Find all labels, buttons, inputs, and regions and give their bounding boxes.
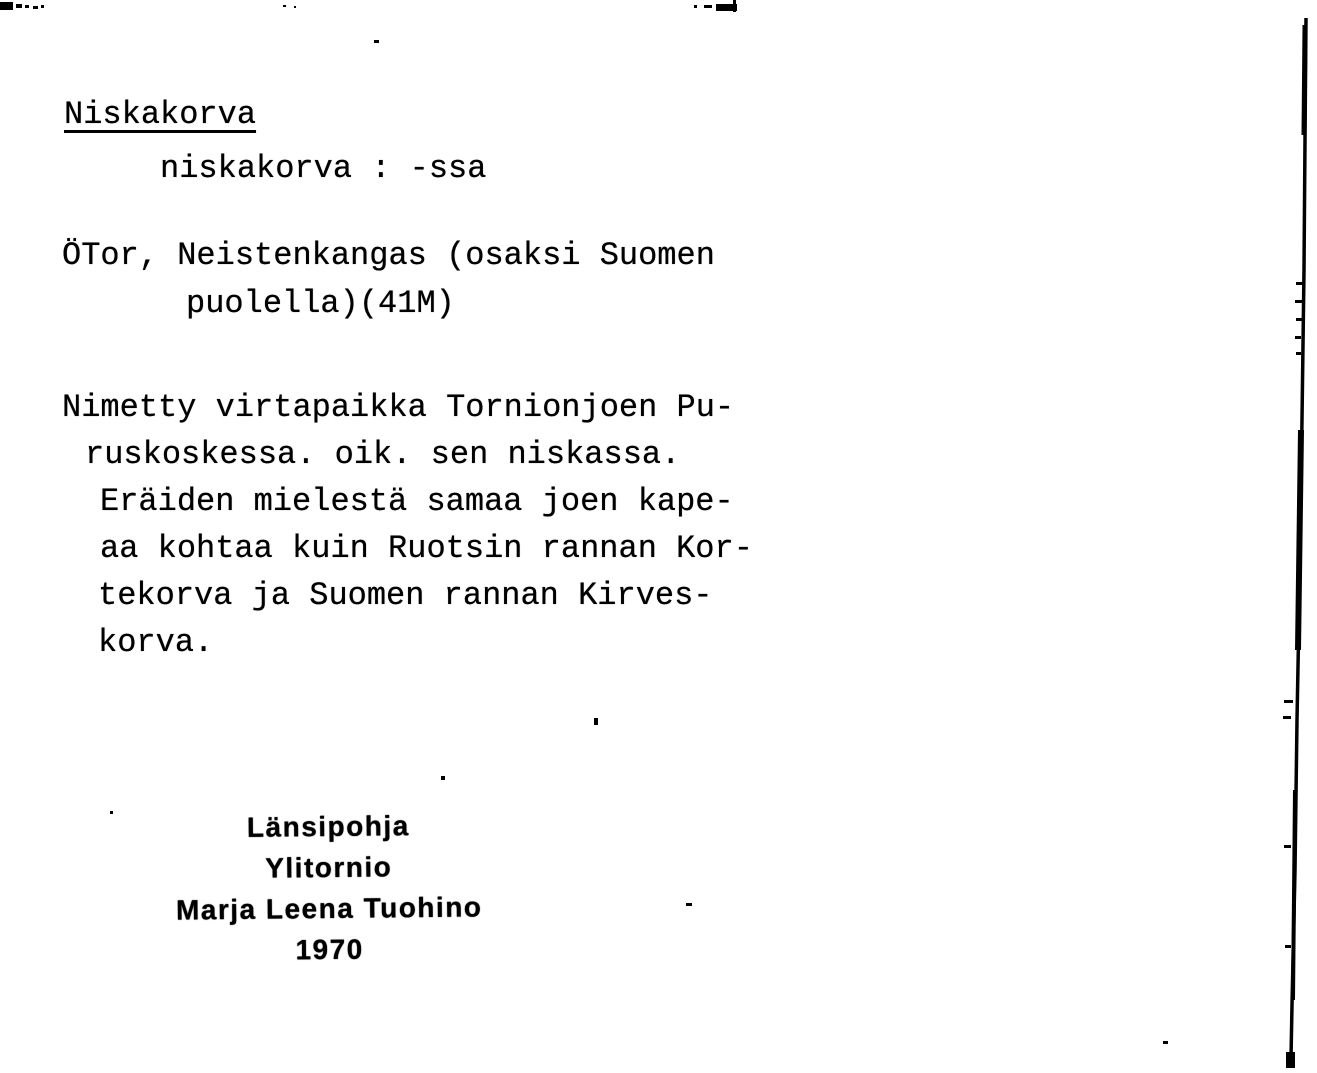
reference-line-1: ÖTor, Neistenkangas (osaksi Suomen [62,237,715,274]
scan-speck [733,0,736,12]
scan-speck [704,5,712,8]
scan-speck [1163,1041,1168,1044]
description-line: Nimetty virtapaikka Tornionjoen Pu- [62,389,735,426]
scan-speck [283,5,286,7]
scan-speck [0,2,13,10]
stamp-line-region: Länsipohja [246,810,410,843]
description-line: Eräiden mielestä samaa joen kape- [100,483,734,520]
scan-speck [33,6,38,9]
scan-speck [25,5,29,8]
scan-speck [441,776,445,780]
scan-speck [110,811,113,814]
stamp-line-year: 1970 [295,933,364,966]
scan-speck [374,40,379,43]
description-line: ruskoskessa. oik. sen niskassa. [85,436,681,473]
scan-speck [594,718,598,725]
scan-speck [41,5,44,8]
description-line: aa kohtaa kuin Ruotsin rannan Kor- [100,530,753,567]
stamp-line-municipality: Ylitornio [265,851,393,884]
scan-speck [294,6,296,8]
description-paragraph [62,384,753,666]
stamp-line-collector: Marja Leena Tuohino [175,891,483,926]
entry-heading: Niskakorva [64,96,257,133]
description-line: tekorva ja Suomen rannan Kirves- [98,577,713,614]
inflection-line: niskakorva : -ssa [160,150,487,187]
scan-speck [686,903,692,906]
collector-stamp [137,804,521,972]
scan-speck [694,5,697,8]
scan-speck [16,4,22,8]
reference-line-2: puolella)(41M) [186,285,455,322]
description-line: korva. [98,624,214,661]
